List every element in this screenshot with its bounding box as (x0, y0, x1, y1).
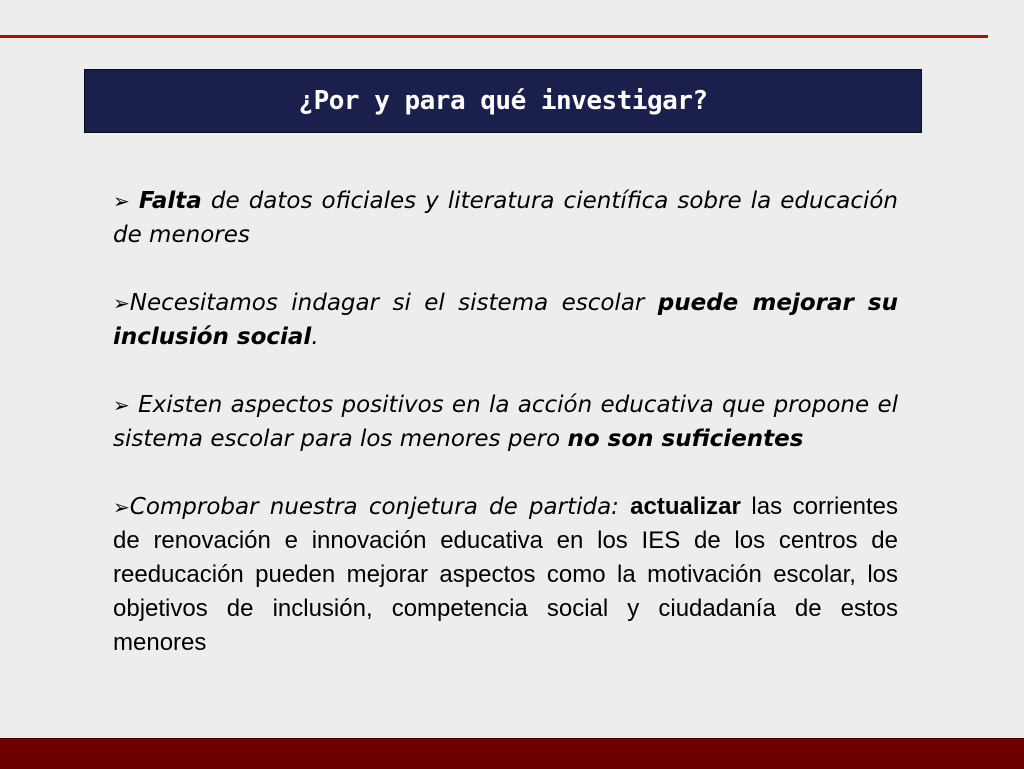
bullet-item-3 (113, 388, 898, 456)
bullet-item-2 (113, 286, 898, 354)
bullet-list (113, 184, 898, 660)
footer-bar (0, 738, 1024, 769)
slide-title: ¿Por y para qué investigar? (298, 86, 708, 116)
arrow-bullet-icon: ➢ (113, 291, 130, 315)
bullet-4-lead: Comprobar nuestra conjetura de partida: (129, 494, 631, 520)
bullet-2-end: . (311, 324, 319, 350)
bullet-item-4 (113, 490, 898, 660)
title-banner (84, 69, 922, 133)
bullet-4-bold: actualizar (630, 493, 741, 520)
bullet-2-bold: puede mejorar su inclusión social (113, 290, 898, 350)
arrow-bullet-icon: ➢ (113, 495, 130, 519)
bullet-3-bold: no son suficientes (567, 426, 804, 452)
top-divider-line (0, 35, 988, 38)
bullet-4-text: las corrientes de renovación e innovación educativa en los IES de los centros de reeducación pueden mejorar aspectos como la motivación escolar, los objetivos de inclusión, competencia social y ciudadanía de estos menores (113, 493, 898, 656)
bullet-item-1 (113, 184, 898, 252)
arrow-bullet-icon: ➢ (113, 393, 130, 417)
bullet-1-bold: Falta (138, 188, 202, 214)
bullet-3-text: Existen aspectos positivos en la acción educativa que propone el sistema escolar para los menores pero (113, 392, 898, 452)
bullet-1-text: de datos oficiales y literatura científica sobre la educación de menores (113, 188, 898, 248)
arrow-bullet-icon: ➢ (113, 189, 130, 213)
bullet-2-text: Necesitamos indagar si el sistema escolar (129, 290, 658, 316)
